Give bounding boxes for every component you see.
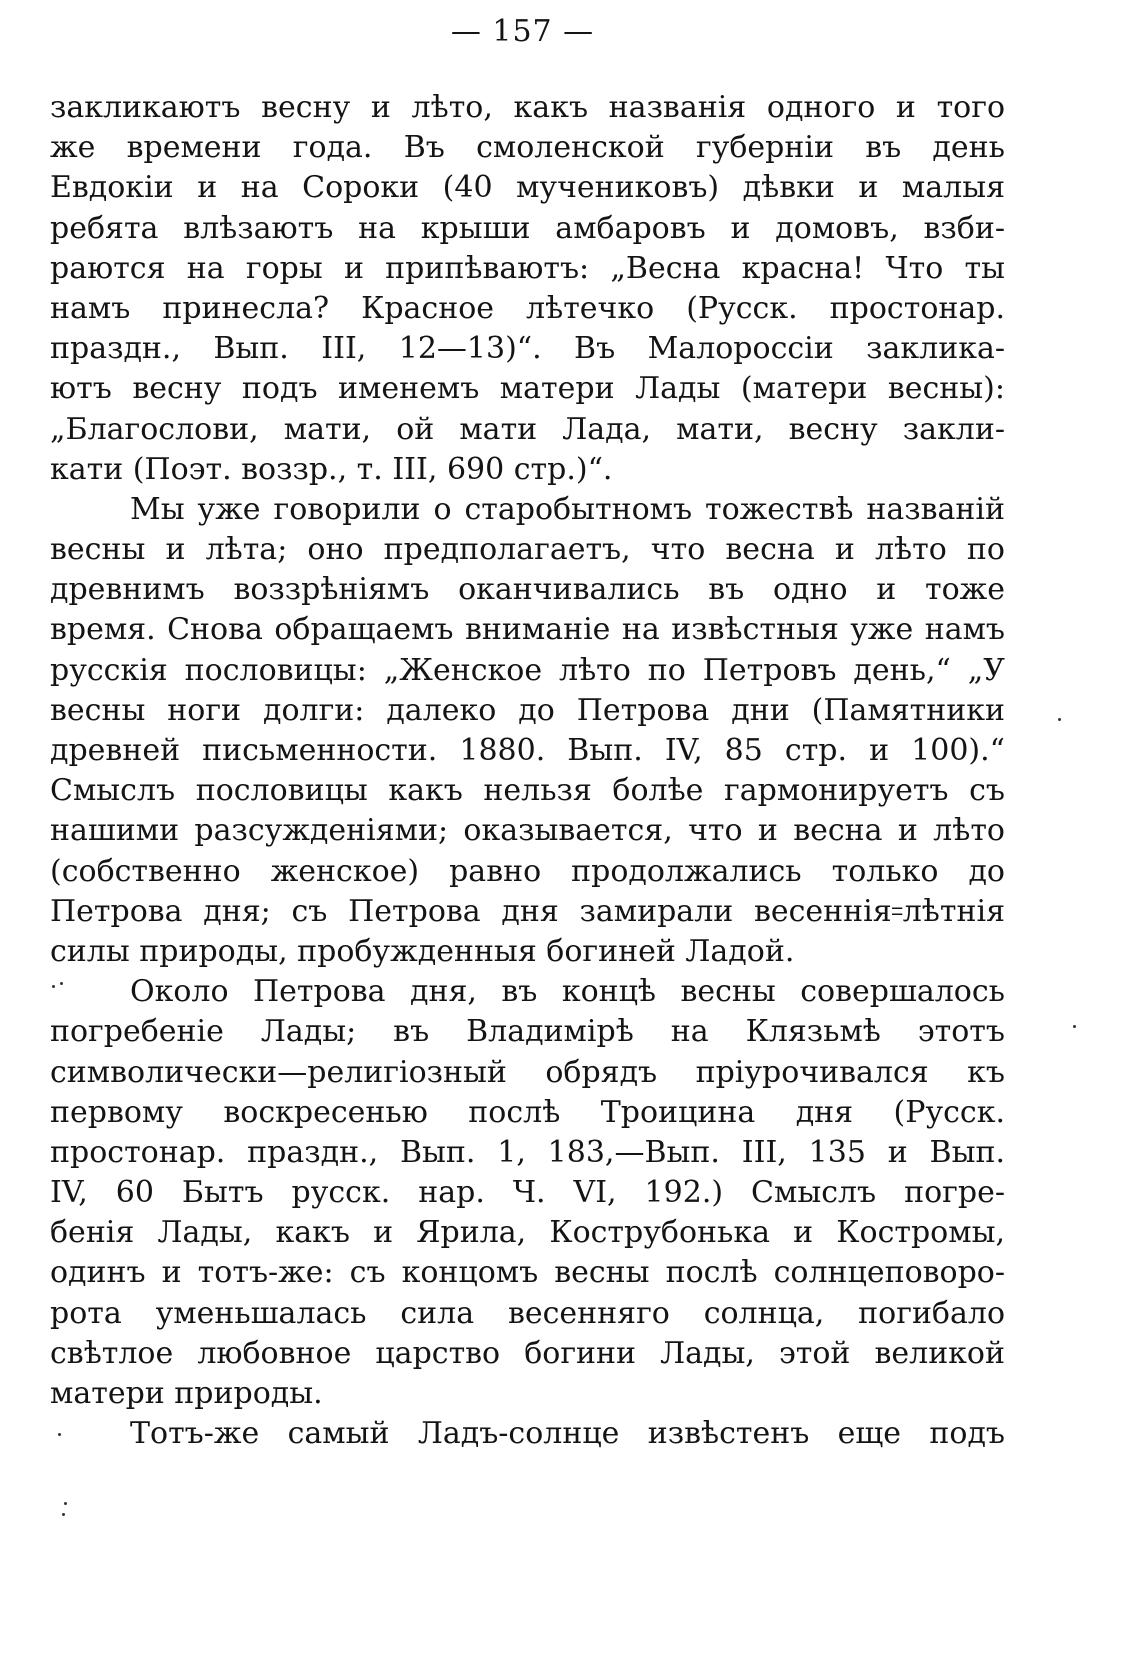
text-line: древней письменности. 1880. Вып. IV, 85 стр. и 100).“ [50, 733, 1005, 768]
text-line: праздн., Вып. III, 12—13)“. Въ Малороссіи заклика- [50, 331, 1005, 367]
text-line: русскія пословицы: „Женское лѣто по Петровъ день,“ „У [50, 652, 1005, 688]
scan-speck [62, 1513, 65, 1516]
page-number: — 157 — [450, 14, 595, 49]
text-line: древнимъ воззрѣніямъ оканчивались въ одно и тоже [50, 572, 1005, 608]
text-line: весны и лѣта; оно предполагаетъ, что весна и лѣто по [50, 532, 1005, 568]
scan-speck [1058, 718, 1061, 721]
text-line: одинъ и тотъ-же: съ концомъ весны послѣ солнцеповоро- [50, 1255, 1005, 1291]
text-line: ютъ весну подъ именемъ матери Лады (матери весны): [50, 371, 1005, 407]
text-line: „Благослови, мати, ой мати Лада, мати, весну закли- [50, 411, 1005, 447]
text-line: кати (Поэт. воззр., т. III, 690 стр.)“. [50, 451, 613, 487]
text-line: Смыслъ пословицы какъ нельзя болѣе гармонируетъ съ [50, 773, 1005, 809]
text-line: Евдокіи и на Сороки (40 мучениковъ) дѣвки и малыя [50, 170, 1005, 206]
text-line: время. Снова обращаемъ вниманіе на извѣстныя уже намъ [50, 612, 1005, 648]
text-line: символически—религіозный обрядъ пріурочивался къ [50, 1054, 1005, 1090]
text-line: ребята влѣзаютъ на крыши амбаровъ и домовъ, взби- [50, 210, 1005, 246]
scan-speck [1073, 1025, 1076, 1028]
text-line: раются на горы и припѣваютъ: „Весна красна! Что ты [50, 250, 1005, 286]
scan-speck [52, 985, 55, 988]
text-line: силы природы, пробужденныя богиней Ладой. [50, 933, 795, 969]
text-line: бенія Лады, какъ и Ярила, Кострубонька и Костромы, [50, 1215, 1005, 1251]
text-line: же времени года. Въ смоленской губерніи въ день [50, 130, 1005, 166]
body-text [50, 88, 1005, 1454]
text-line: Петрова дня; съ Петрова дня замирали весеннія꞊лѣтнія [50, 893, 1005, 929]
text-line: Мы уже говорили о старобытномъ тожествѣ названій [130, 491, 1005, 527]
text-line: свѣтлое любовное царство богини Лады, этой великой [50, 1335, 1005, 1371]
text-line: нашими разсужденіями; оказывается, что и весна и лѣто [50, 813, 1005, 849]
text-line: закликаютъ весну и лѣто, какъ названія одного и того [50, 90, 1005, 125]
text-line: погребеніе Лады; въ Владимірѣ на Клязьмѣ этотъ [50, 1014, 1005, 1050]
text-line: первому воскресенью послѣ Троицина дня (Русск. [50, 1094, 1005, 1130]
scan-speck [60, 982, 63, 985]
text-line: Тотъ-же самый Ладъ-солнце извѣстенъ еще подъ [130, 1416, 1005, 1452]
scan-speck [58, 1433, 61, 1436]
text-line: матери природы. [50, 1376, 323, 1411]
scan-speck [64, 1502, 67, 1505]
text-line: рота уменьшалась сила весенняго солнца, погибало [50, 1295, 1005, 1331]
text-line: весны ноги долги: далеко до Петрова дни (Памятники [50, 692, 1005, 728]
text-line: (собственно женское) равно продолжались только до [50, 853, 1005, 889]
text-line: IV, 60 Бытъ русск. нар. Ч. VI, 192.) Смыслъ погре- [50, 1175, 1005, 1211]
text-line: намъ принесла? Красное лѣтечко (Русск. простонар. [50, 290, 1005, 326]
text-line: Около Петрова дня, въ концѣ весны совершалось [130, 974, 1005, 1010]
text-line: простонар. праздн., Вып. 1, 183,—Вып. III, 135 и Вып. [50, 1134, 1005, 1170]
